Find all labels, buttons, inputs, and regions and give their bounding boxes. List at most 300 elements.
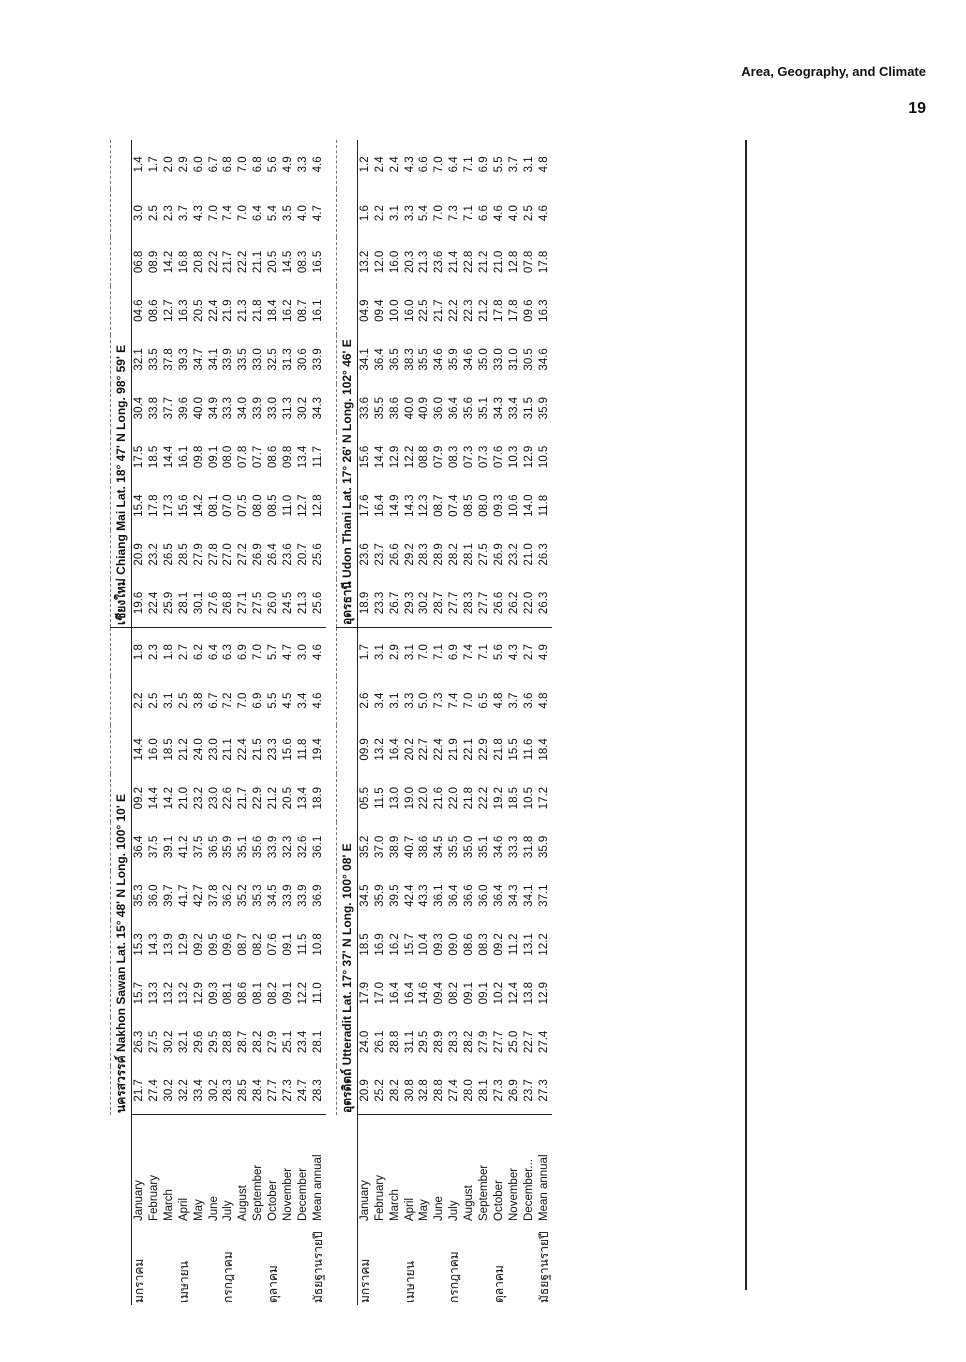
value-cell: 08.5	[463, 494, 476, 517]
month-cell: December...	[522, 1159, 535, 1221]
value-cell: 35.3	[252, 884, 265, 907]
value-cell: 16.8	[177, 250, 190, 274]
value-cell: 22.4	[147, 579, 162, 628]
value-cell: 22.2	[207, 250, 220, 274]
value-cell: 14.4	[373, 445, 386, 469]
value-cell: 20.7	[296, 543, 309, 566]
value-cell: 22.2	[237, 250, 250, 274]
value-cell: 37.7	[162, 396, 175, 420]
value-cell: 2.3	[162, 205, 175, 222]
value-cell: 30.2	[162, 1030, 175, 1054]
value-cell: 36.4	[448, 884, 461, 907]
value-cell: 5.0	[418, 692, 431, 709]
table-row	[507, 140, 522, 1305]
season-cell: เมษายน	[402, 1261, 417, 1303]
value-cell: 5.4	[267, 205, 280, 222]
season-header-cell	[111, 1223, 132, 1305]
value-cell: 4.0	[296, 205, 309, 222]
value-cell: 29.2	[403, 543, 416, 566]
value-cell: 6.0	[192, 156, 205, 173]
season-cell	[373, 1223, 388, 1305]
value-cell: 2.7	[177, 644, 190, 661]
table-row	[388, 140, 403, 1305]
month-cell: September	[252, 1164, 265, 1221]
value-cell: 09.2	[192, 933, 205, 956]
month-header-cell	[111, 1115, 132, 1223]
value-cell: 20.8	[192, 250, 205, 274]
month-cell: August	[237, 1185, 250, 1221]
value-cell: 5.6	[267, 156, 280, 173]
value-cell: 37.5	[147, 835, 160, 859]
rotated-table	[110, 140, 750, 1305]
season-cell	[192, 1223, 207, 1305]
value-cell: 27.9	[478, 1030, 491, 1054]
value-cell: 28.3	[448, 1030, 461, 1054]
value-cell: 32.3	[282, 835, 295, 859]
value-cell: 09.3	[207, 981, 220, 1005]
month-cell: May	[418, 1199, 431, 1221]
value-cell: 23.3	[373, 579, 388, 628]
value-cell: 4.6	[311, 644, 324, 661]
month-cell: October	[492, 1180, 505, 1221]
value-cell: 21.7	[433, 299, 446, 322]
value-cell: 21.4	[448, 250, 461, 274]
season-cell	[522, 1223, 537, 1305]
value-cell: 22.4	[433, 738, 446, 761]
value-cell: 21.9	[222, 299, 235, 322]
value-cell: 12.0	[373, 250, 386, 274]
value-cell: 18.9	[357, 579, 372, 628]
season-cell	[417, 1223, 432, 1305]
value-cell: 6.4	[448, 156, 461, 173]
value-cell: 23.7	[373, 543, 386, 566]
value-cell: 33.9	[267, 835, 280, 859]
value-cell: 28.2	[463, 1030, 476, 1054]
value-cell: 13.2	[373, 738, 386, 761]
value-cell: 32.5	[267, 348, 280, 371]
value-cell: 3.4	[373, 692, 386, 709]
value-cell: 28.7	[237, 1030, 250, 1054]
value-cell: 26.2	[507, 579, 522, 628]
value-cell: 36.0	[433, 396, 446, 420]
value-cell: 09.4	[433, 981, 446, 1005]
value-cell: 23.4	[296, 1030, 309, 1054]
value-cell: 23.6	[282, 543, 295, 566]
value-cell: 5.6	[492, 644, 505, 661]
value-cell: 08.0	[478, 494, 491, 517]
value-cell: 20.9	[357, 1066, 372, 1115]
value-cell: 34.7	[192, 348, 205, 371]
value-cell: 21.7	[237, 786, 250, 810]
value-cell: 29.3	[403, 579, 418, 628]
value-cell: 3.7	[507, 156, 520, 173]
value-cell: 22.2	[448, 299, 461, 322]
value-cell: 16.0	[388, 250, 401, 274]
value-cell: 14.6	[418, 981, 431, 1005]
value-cell: 26.3	[537, 579, 552, 628]
value-cell: 35.2	[357, 823, 372, 872]
value-cell: 21.2	[267, 786, 280, 810]
value-cell: 6.9	[237, 644, 250, 661]
value-cell: 30.5	[522, 348, 535, 371]
value-cell: 2.3	[147, 644, 160, 661]
value-cell: 08.7	[237, 933, 250, 956]
value-cell: 4.6	[311, 692, 324, 709]
value-cell: 28.5	[236, 1066, 251, 1115]
value-cell: 08.1	[207, 494, 220, 517]
value-cell: 31.3	[282, 348, 295, 371]
value-cell: 33.8	[147, 396, 160, 420]
value-cell: 13.2	[177, 981, 190, 1005]
value-cell: 17.5	[132, 433, 147, 482]
value-cell: 09.1	[282, 933, 295, 956]
value-cell: 28.8	[222, 1030, 235, 1054]
value-cell: 28.4	[251, 1066, 266, 1115]
season-cell	[432, 1223, 447, 1305]
value-cell: 7.0	[433, 156, 446, 173]
value-cell: 08.2	[267, 981, 280, 1005]
value-cell: 6.4	[207, 644, 220, 661]
value-cell: 3.1	[388, 692, 401, 709]
value-cell: 32.2	[177, 1066, 192, 1115]
value-cell: 39.3	[177, 348, 190, 371]
value-cell: 21.3	[296, 579, 311, 628]
value-cell: 36.1	[311, 835, 324, 859]
value-cell: 2.5	[522, 205, 535, 222]
value-cell: 30.8	[403, 1066, 418, 1115]
month-cell: July	[448, 1200, 461, 1221]
value-cell: 35.9	[537, 396, 550, 420]
season-cell	[147, 1223, 162, 1305]
value-cell: 18.5	[147, 445, 160, 469]
value-cell: 23.7	[522, 1066, 537, 1115]
value-cell: 14.2	[162, 250, 175, 274]
value-cell: 08.9	[147, 250, 160, 274]
season-cell	[388, 1223, 403, 1305]
value-cell: 07.8	[522, 250, 535, 274]
value-cell: 10.6	[507, 494, 520, 517]
station-label: อุดรธานี Udon Thani Lat. 17° 26' N Long. 102° 46' E	[336, 140, 357, 628]
value-cell: 33.0	[267, 396, 280, 420]
value-cell: 27.7	[447, 579, 462, 628]
value-cell: 2.2	[132, 676, 147, 725]
value-cell: 28.1	[177, 579, 192, 628]
value-cell: 4.8	[537, 156, 550, 173]
value-cell: 14.3	[403, 494, 416, 517]
value-cell: 33.4	[192, 1066, 207, 1115]
table-row	[162, 140, 177, 1305]
value-cell: 32.1	[177, 1030, 190, 1054]
value-cell: 07.3	[463, 445, 476, 469]
value-cell: 36.2	[222, 884, 235, 907]
value-cell: 1.7	[147, 156, 160, 173]
value-cell: 21.2	[478, 299, 491, 322]
value-cell: 3.5	[282, 205, 295, 222]
value-cell: 28.8	[388, 1030, 401, 1054]
value-cell: 34.1	[357, 335, 372, 384]
value-cell: 38.6	[418, 835, 431, 859]
climate-table	[110, 140, 552, 1305]
table-row	[522, 140, 537, 1305]
value-cell: 12.8	[507, 250, 520, 274]
table-row	[132, 140, 147, 1305]
value-cell: 33.5	[237, 348, 250, 371]
value-cell: 27.7	[492, 1030, 505, 1054]
value-cell: 24.7	[296, 1066, 311, 1115]
value-cell: 09.8	[192, 445, 205, 469]
value-cell: 7.3	[433, 692, 446, 709]
value-cell: 29.5	[418, 1030, 431, 1054]
value-cell: 33.9	[222, 348, 235, 371]
table-row	[311, 140, 326, 1305]
value-cell: 28.0	[462, 1066, 477, 1115]
value-cell: 16.4	[388, 981, 401, 1005]
value-cell: 33.0	[492, 348, 505, 371]
value-cell: 30.4	[132, 384, 147, 433]
value-cell: 21.0	[492, 250, 505, 274]
value-cell: 27.4	[147, 1066, 162, 1115]
value-cell: 07.8	[237, 445, 250, 469]
value-cell: 09.6	[222, 933, 235, 956]
value-cell: 26.7	[388, 579, 403, 628]
value-cell: 16.4	[403, 981, 416, 1005]
value-cell: 38.9	[388, 835, 401, 859]
value-cell: 12.2	[537, 933, 550, 956]
value-cell: 14.4	[132, 725, 147, 774]
value-cell: 22.1	[463, 738, 476, 761]
value-cell: 36.5	[388, 348, 401, 371]
value-cell: 09.2	[492, 933, 505, 956]
table-row	[357, 140, 372, 1305]
month-header-cell	[336, 1115, 357, 1223]
table-row	[281, 140, 296, 1305]
value-cell: 2.5	[147, 205, 160, 222]
value-cell: 4.9	[537, 644, 550, 661]
season-cell: มัธยฐานรายปี	[310, 1231, 325, 1303]
value-cell: 33.0	[252, 348, 265, 371]
value-cell: 16.1	[177, 445, 190, 469]
value-cell: 21.7	[132, 1066, 147, 1115]
season-cell	[281, 1223, 296, 1305]
value-cell: 25.0	[507, 1030, 520, 1054]
value-cell: 34.0	[237, 396, 250, 420]
value-cell: 6.3	[222, 644, 235, 661]
value-cell: 30.2	[417, 579, 432, 628]
month-cell: June	[207, 1196, 220, 1221]
value-cell: 04.6	[132, 286, 147, 335]
month-cell: March	[162, 1189, 175, 1221]
value-cell: 30.2	[162, 1066, 177, 1115]
value-cell: 07.7	[252, 445, 265, 469]
value-cell: 21.2	[177, 738, 190, 761]
month-cell: September	[478, 1164, 491, 1221]
value-cell: 32.6	[296, 835, 309, 859]
page-number: 19	[908, 100, 926, 117]
value-cell: 10.5	[537, 445, 550, 469]
value-cell: 6.8	[252, 156, 265, 173]
value-cell: 21.0	[177, 786, 190, 810]
value-cell: 12.9	[522, 445, 535, 469]
value-cell: 37.8	[162, 348, 175, 371]
value-cell: 1.6	[357, 189, 372, 238]
month-cell: December	[296, 1167, 309, 1221]
value-cell: 19.6	[132, 579, 147, 628]
value-cell: 17.8	[492, 299, 505, 322]
value-cell: 20.5	[267, 250, 280, 274]
value-cell: 14.0	[522, 494, 535, 517]
value-cell: 34.1	[522, 884, 535, 907]
value-cell: 36.4	[492, 884, 505, 907]
value-cell: 13.4	[296, 445, 309, 469]
value-cell: 11.8	[296, 738, 309, 761]
value-cell: 17.0	[373, 981, 386, 1005]
value-cell: 28.9	[433, 1030, 446, 1054]
value-cell: 12.9	[388, 445, 401, 469]
value-cell: 10.2	[492, 981, 505, 1005]
value-cell: 20.3	[403, 250, 416, 274]
value-cell: 16.5	[311, 250, 324, 274]
value-cell: 23.6	[433, 250, 446, 274]
value-cell: 22.0	[448, 786, 461, 810]
value-cell: 23.6	[357, 530, 372, 579]
value-cell: 21.6	[433, 786, 446, 810]
table-row	[251, 140, 266, 1305]
value-cell: 08.0	[252, 494, 265, 517]
value-cell: 07.4	[448, 494, 461, 517]
value-cell: 07.0	[222, 494, 235, 517]
value-cell: 6.6	[478, 205, 491, 222]
value-cell: 6.7	[207, 156, 220, 173]
month-cell: January	[357, 1115, 372, 1223]
value-cell: 12.9	[537, 981, 550, 1005]
value-cell: 4.7	[311, 205, 324, 222]
value-cell: 4.8	[537, 692, 550, 709]
value-cell: 05.5	[357, 774, 372, 823]
value-cell: 27.2	[237, 543, 250, 566]
value-cell: 14.3	[147, 933, 160, 956]
value-cell: 09.6	[522, 299, 535, 322]
value-cell: 21.8	[492, 738, 505, 761]
value-cell: 5.5	[267, 692, 280, 709]
value-cell: 13.9	[162, 933, 175, 956]
value-cell: 34.5	[433, 835, 446, 859]
table-row	[221, 140, 236, 1305]
value-cell: 24.0	[192, 738, 205, 761]
value-cell: 15.6	[177, 494, 190, 517]
value-cell: 35.9	[448, 348, 461, 371]
month-cell: April	[177, 1197, 190, 1221]
value-cell: 4.5	[282, 692, 295, 709]
value-cell: 16.3	[537, 299, 550, 322]
value-cell: 08.6	[237, 981, 250, 1005]
season-cell: มกราคม	[132, 1223, 147, 1305]
value-cell: 31.3	[282, 396, 295, 420]
value-cell: 28.3	[221, 1066, 236, 1115]
value-cell: 18.5	[162, 738, 175, 761]
month-cell: February	[147, 1174, 160, 1221]
value-cell: 39.1	[162, 835, 175, 859]
value-cell: 1.8	[132, 628, 147, 677]
value-cell: 39.7	[162, 884, 175, 907]
value-cell: 26.6	[492, 579, 507, 628]
value-cell: 17.8	[147, 494, 160, 517]
value-cell: 12.3	[418, 494, 431, 517]
value-cell: 34.3	[507, 884, 520, 907]
value-cell: 26.3	[132, 1018, 147, 1067]
value-cell: 10.5	[522, 786, 535, 810]
value-cell: 24.5	[281, 579, 296, 628]
season-cell	[236, 1223, 251, 1305]
value-cell: 37.5	[192, 835, 205, 859]
value-cell: 3.8	[192, 692, 205, 709]
value-cell: 37.0	[373, 835, 386, 859]
value-cell: 1.4	[132, 140, 147, 189]
value-cell: 35.0	[478, 348, 491, 371]
value-cell: 3.1	[522, 156, 535, 173]
value-cell: 22.5	[418, 299, 431, 322]
value-cell: 19.0	[403, 786, 416, 810]
value-cell: 21.8	[463, 786, 476, 810]
value-cell: 10.3	[507, 445, 520, 469]
value-cell: 36.0	[147, 884, 160, 907]
value-cell: 26.9	[492, 543, 505, 566]
table-row	[477, 140, 492, 1305]
value-cell: 12.9	[177, 933, 190, 956]
value-cell: 26.0	[266, 579, 281, 628]
value-cell: 11.0	[311, 982, 324, 1004]
value-cell: 28.3	[418, 543, 431, 566]
value-cell: 11.8	[537, 494, 550, 517]
value-cell: 5.4	[418, 205, 431, 222]
value-cell: 18.5	[507, 786, 520, 810]
value-cell: 22.0	[418, 786, 431, 810]
value-cell: 12.7	[296, 494, 309, 517]
season-header-cell	[336, 1223, 357, 1305]
value-cell: 30.1	[192, 579, 207, 628]
value-cell: 41.7	[177, 884, 190, 907]
value-cell: 6.5	[478, 692, 491, 709]
value-cell: 12.2	[403, 445, 416, 469]
value-cell: 09.3	[492, 494, 505, 517]
value-cell: 27.9	[267, 1030, 280, 1054]
value-cell: 15.6	[357, 433, 372, 482]
value-cell: 7.4	[222, 205, 235, 222]
value-cell: 35.3	[132, 871, 147, 920]
value-cell: 28.1	[463, 543, 476, 566]
value-cell: 3.1	[403, 644, 416, 661]
value-cell: 27.9	[192, 543, 205, 566]
value-cell: 27.0	[222, 543, 235, 566]
value-cell: 36.5	[207, 835, 220, 859]
value-cell: 28.3	[462, 579, 477, 628]
value-cell: 25.9	[162, 579, 177, 628]
value-cell: 35.1	[478, 396, 491, 420]
table-row	[192, 140, 207, 1305]
spacer-cell	[326, 140, 337, 1305]
value-cell: 09.5	[207, 933, 220, 956]
value-cell: 3.1	[388, 205, 401, 222]
value-cell: 21.2	[478, 250, 491, 274]
table-row	[447, 140, 462, 1305]
value-cell: 22.8	[463, 250, 476, 274]
value-cell: 33.3	[507, 835, 520, 859]
value-cell: 08.3	[296, 250, 309, 274]
value-cell: 33.4	[507, 396, 520, 420]
value-cell: 5.5	[492, 156, 505, 173]
value-cell: 09.2	[132, 774, 147, 823]
value-cell: 28.2	[448, 543, 461, 566]
value-cell: 6.2	[192, 644, 205, 661]
